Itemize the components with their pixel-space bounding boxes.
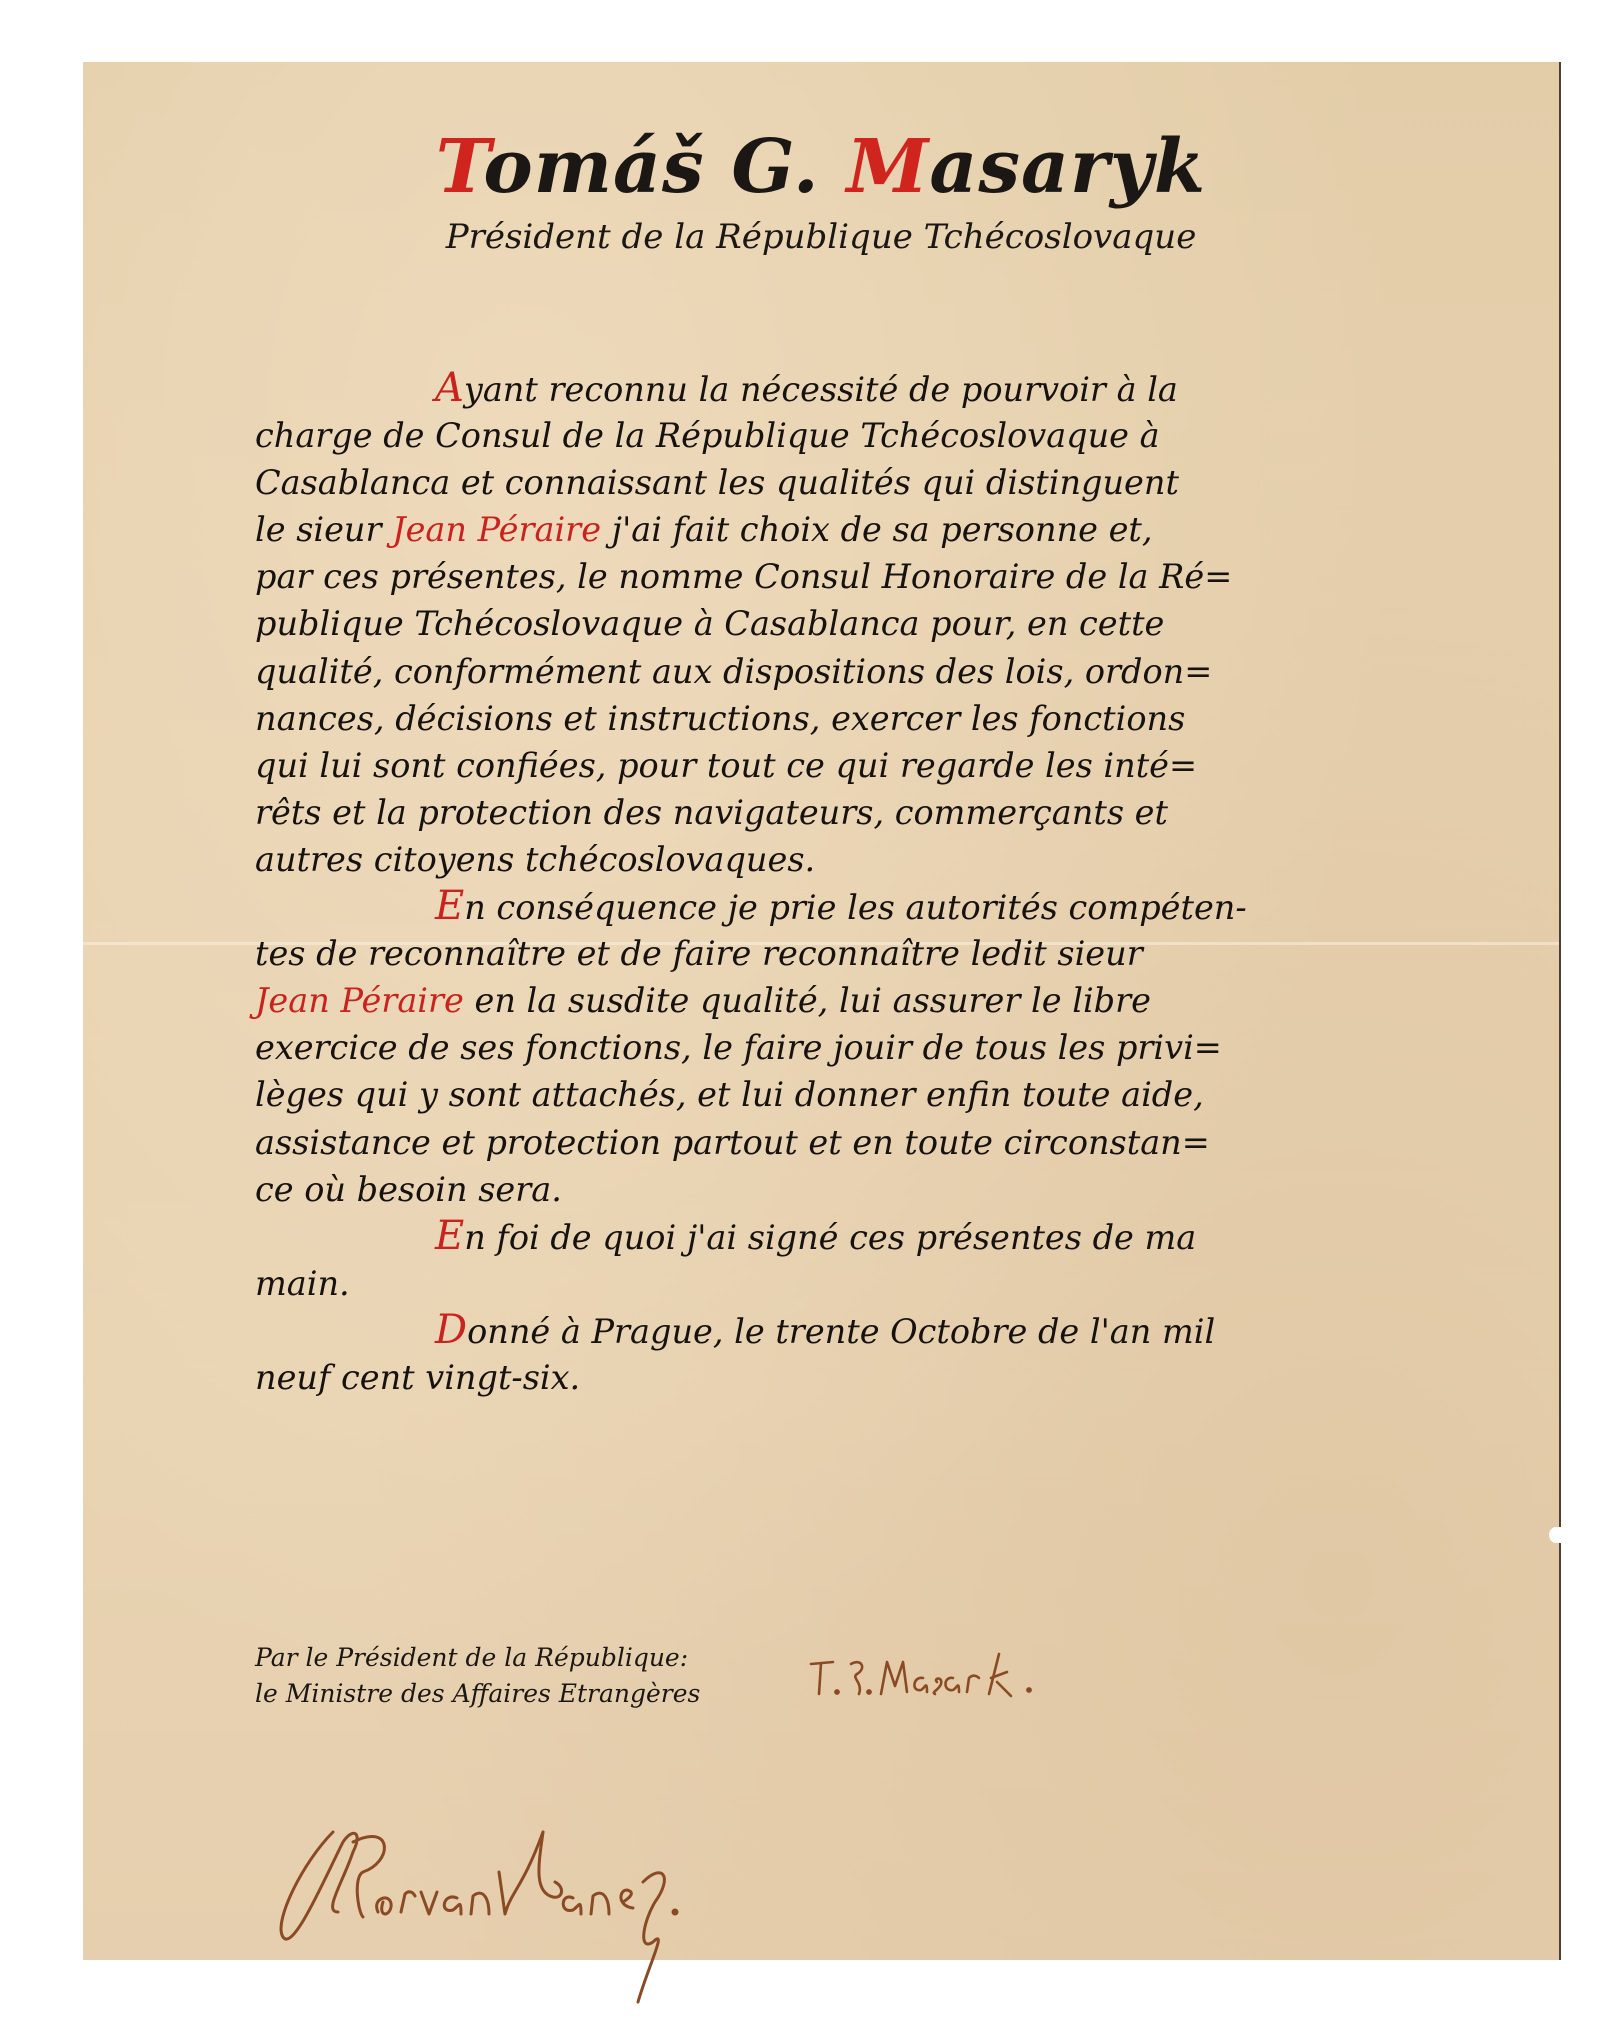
header-subtitle: Président de la République Tchécoslovaque: [445, 217, 1197, 257]
body-line: main.: [255, 1263, 350, 1303]
body-line: exercice de ses fonctions, le faire jouir de tous les privi=: [255, 1028, 1222, 1068]
body-line: par ces présentes, le nomme Consul Honoraire de la Ré=: [255, 557, 1233, 597]
line-text: n conséquence je prie les autorités compéten-: [464, 888, 1247, 928]
line-text: yant reconnu la nécessité de pourvoir à la: [463, 370, 1178, 409]
body-line: [255, 506, 1495, 553]
body-line: Casablanca et connaissant les qualités qui distinguent: [255, 463, 1179, 503]
body-line: assistance et protection partout et en toute circonstan=: [255, 1122, 1210, 1162]
caption-president: Par le Président de la République:: [255, 1643, 689, 1672]
header-initial-m: M: [846, 124, 930, 210]
countersignature-caption: [255, 1640, 700, 1712]
body-line: charge de Consul de la République Tchécoslovaque à: [255, 416, 1160, 456]
body-line: tes de reconnaître et de faire reconnaître ledit sieur: [255, 934, 1143, 974]
red-initial: E: [435, 1212, 465, 1259]
body-line: qui lui sont confiées, pour tout ce qui regarde les inté=: [255, 745, 1198, 785]
body-line: nances, décisions et instructions, exercer les fonctions: [255, 698, 1186, 738]
red-initial: E: [435, 883, 465, 930]
body-line: [255, 1307, 1495, 1354]
appointee-name: Jean Péraire: [392, 510, 602, 550]
body-line: [255, 977, 1495, 1024]
red-initial: D: [435, 1306, 468, 1353]
body-line: neuf cent vingt-six.: [255, 1357, 581, 1397]
body-line: ce où besoin sera.: [255, 1169, 562, 1209]
certificate-paper: [83, 62, 1561, 1960]
certificate-body: [255, 365, 1495, 1401]
body-line: publique Tchécoslovaque à Casablanca pour, en cette: [255, 604, 1165, 644]
header-initial-t: T: [435, 124, 484, 210]
caption-minister: le Ministre des Affaires Etrangères: [255, 1679, 701, 1708]
body-line: lèges qui y sont attachés, et lui donner enfin toute aide,: [255, 1075, 1204, 1115]
body-line: qualité, conformément aux dispositions des lois, ordon=: [255, 651, 1213, 691]
paper-tear-notch: [1549, 1527, 1563, 1543]
body-line: autres citoyens tchécoslovaques.: [255, 839, 816, 879]
line-text: n foi de quoi j'ai signé ces présentes de ma: [464, 1217, 1197, 1257]
header-name: [83, 124, 1559, 210]
line-text: onné à Prague, le trente Octobre de l'an mil: [467, 1311, 1216, 1351]
line-text: j'ai fait choix de sa personne et,: [601, 510, 1153, 550]
line-text: le sieur: [255, 510, 393, 550]
body-line: [255, 1213, 1495, 1260]
body-line: [255, 365, 1495, 412]
appointee-name: Jean Péraire: [255, 981, 464, 1021]
line-text: en la susdite qualité, lui assurer le libre: [463, 981, 1151, 1021]
body-line: rêts et la protection des navigateurs, commerçants et: [255, 792, 1168, 832]
signature-benes: [243, 1802, 703, 2022]
header-name-last: asaryk: [929, 124, 1207, 210]
body-line: [255, 883, 1495, 930]
header-name-first: omáš G.: [483, 124, 847, 210]
signature-masaryk: [803, 1642, 1063, 1712]
red-initial: A: [435, 365, 464, 411]
